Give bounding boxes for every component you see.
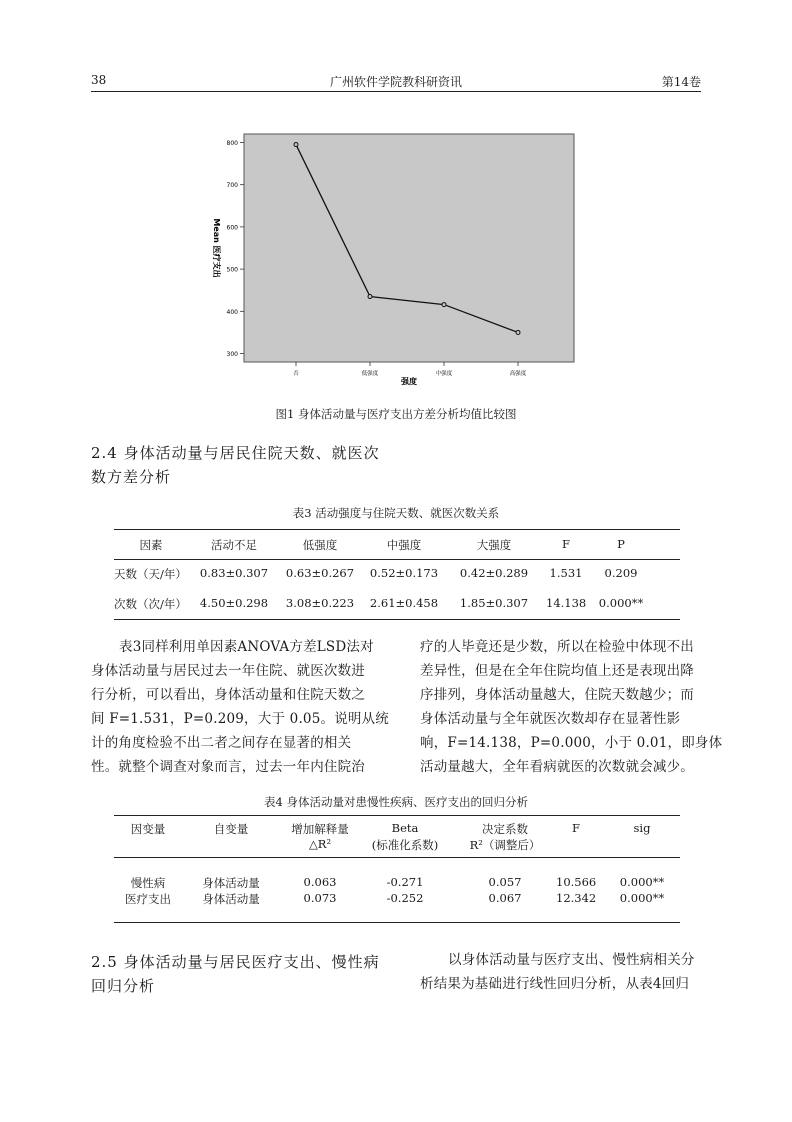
table-4-cell: 医疗支出 bbox=[125, 892, 171, 906]
table-4-cell: 慢性病 bbox=[130, 876, 166, 890]
table-4-cell: 0.073 bbox=[303, 891, 337, 905]
section-2-4-heading bbox=[91, 441, 380, 489]
table-3-cell: 0.83±0.307 bbox=[199, 566, 269, 580]
text-line: 间 F=1.531，P=0.209，大于 0.05。说明从统 bbox=[91, 711, 390, 727]
table-3-header-cell: 中强度 bbox=[386, 538, 422, 552]
y-tick-label: 800 bbox=[226, 139, 238, 147]
table-3-cell: 1.531 bbox=[549, 566, 583, 580]
table-3-header-rule bbox=[114, 559, 680, 560]
table-3-header-cell: P bbox=[617, 537, 625, 551]
section-2-5-heading bbox=[91, 950, 380, 998]
table-4-cell: 12.342 bbox=[556, 891, 597, 905]
table-3-title: 表3 活动强度与住院天数、就医次数关系 bbox=[292, 506, 500, 520]
table-3-cell: 2.61±0.458 bbox=[369, 596, 439, 610]
y-tick-label: 300 bbox=[226, 351, 238, 359]
table-4-cell: 身体活动量 bbox=[202, 892, 260, 906]
text-line: 以身体活动量与医疗支出、慢性病相关分 bbox=[448, 952, 695, 968]
table-4-top-rule bbox=[114, 815, 680, 816]
table-4-header-cell: 增加解释量 bbox=[291, 822, 349, 836]
table-3-cell: 4.50±0.298 bbox=[199, 596, 269, 610]
table-3-cell: 天数（天/年） bbox=[114, 567, 187, 581]
table-3-cell: 0.209 bbox=[604, 566, 638, 580]
table-3-cell: 0.000** bbox=[598, 596, 644, 610]
text-line: 析结果为基础进行线性回归分析，从表4回归 bbox=[420, 976, 690, 992]
section-2-5-line1: 2.5 身体活动量与居民医疗支出、慢性病 bbox=[91, 953, 380, 971]
y-tick-label: 600 bbox=[226, 224, 238, 232]
x-tick-label: 高强度 bbox=[509, 371, 527, 377]
y-axis bbox=[227, 140, 244, 358]
table-4-cell: 0.063 bbox=[303, 875, 337, 889]
y-axis-label: Mean 医疗支出 bbox=[212, 218, 221, 278]
table-3-cell: 3.08±0.223 bbox=[285, 596, 355, 610]
table-4-cell: 0.000** bbox=[619, 875, 665, 889]
paragraph-left bbox=[91, 635, 391, 779]
x-axis bbox=[293, 362, 527, 377]
table-4-cell: 0.057 bbox=[488, 875, 522, 889]
figure-1-chart bbox=[190, 128, 590, 398]
table-4-header-cell: 自变量 bbox=[213, 822, 249, 836]
table-3-header-cell: 大强度 bbox=[476, 538, 512, 552]
text-line: 活动量越大，全年看病就医的次数就会减少。 bbox=[420, 759, 694, 775]
table-4-cell: 身体活动量 bbox=[202, 876, 260, 890]
table-3-header-cell: F bbox=[562, 537, 570, 551]
table-4-cell: 10.566 bbox=[556, 875, 597, 889]
table-4-cell: 0.067 bbox=[488, 891, 522, 905]
table-4-cell: -0.271 bbox=[386, 875, 424, 889]
text-line: 序排列，身体活动量越大，住院天数越少；而 bbox=[420, 687, 694, 703]
text-line: 行分析，可以看出，身体活动量和住院天数之 bbox=[91, 687, 365, 703]
table-4-subheader-cell: △R² bbox=[308, 837, 332, 851]
header-rule bbox=[91, 91, 701, 92]
data-point bbox=[442, 303, 446, 307]
y-tick-label: 400 bbox=[226, 308, 238, 316]
journal-title: 广州软件学院教科研资讯 bbox=[329, 75, 462, 89]
table-4-bottom-rule bbox=[114, 922, 680, 923]
table-4-header-cell: F bbox=[572, 821, 580, 835]
table-3-header-cell: 因素 bbox=[139, 538, 163, 552]
text-line: 身体活动量与全年就医次数却存在显著性影 bbox=[420, 711, 681, 727]
text-line: 表3同样利用单因素ANOVA方差LSD法对 bbox=[119, 639, 374, 655]
y-tick-label: 700 bbox=[226, 182, 238, 190]
table-4-subheader-cell: R²（调整后） bbox=[469, 838, 541, 852]
table-3-cell: 1.85±0.307 bbox=[459, 596, 529, 610]
data-point bbox=[516, 330, 520, 334]
table-3-header-cell: 活动不足 bbox=[211, 538, 257, 552]
text-line: 性。就整个调查对象而言，过去一年内住院治 bbox=[91, 759, 365, 775]
table-3-header-cell: 低强度 bbox=[302, 538, 338, 552]
x-tick-label: 中强度 bbox=[435, 371, 453, 377]
data-point bbox=[294, 143, 298, 147]
table-3-bottom-rule bbox=[114, 619, 680, 620]
x-axis-label: 强度 bbox=[401, 377, 417, 386]
table-4-header-rule bbox=[114, 857, 680, 858]
figure-1-caption: 图1 身体活动量与医疗支出方差分析均值比较图 bbox=[275, 407, 517, 421]
table-4-header-cell: sig bbox=[633, 821, 651, 835]
table-4-subheader-cell: (标准化系数) bbox=[371, 838, 439, 852]
text-line: 响，F=14.138，P=0.000，小于 0.01，即身体 bbox=[420, 735, 723, 751]
paragraph-right bbox=[420, 635, 723, 779]
table-4-cell: -0.252 bbox=[386, 891, 424, 905]
text-line: 身体活动量与居民过去一年住院、就医次数进 bbox=[91, 663, 365, 679]
table-3-cell: 0.52±0.173 bbox=[369, 566, 439, 580]
table-3-cell: 次数（次/年） bbox=[114, 597, 187, 611]
data-point bbox=[368, 295, 372, 299]
x-tick-label: 低强度 bbox=[361, 371, 379, 377]
plot-area bbox=[244, 134, 574, 362]
section-2-4-line2: 数方差分析 bbox=[91, 468, 172, 486]
table-3-cell: 0.63±0.267 bbox=[285, 566, 355, 580]
text-line: 计的角度检验不出二者之间存在显著的相关 bbox=[91, 735, 352, 751]
paragraph-bottom-right bbox=[420, 948, 705, 996]
table-4-header-cell: 因变量 bbox=[130, 822, 166, 836]
table-3-cell: 0.42±0.289 bbox=[459, 566, 529, 580]
section-2-4-line1: 2.4 身体活动量与居民住院天数、就医次 bbox=[91, 444, 380, 462]
table-4-header-cell: Beta bbox=[391, 821, 419, 835]
volume-label: 第14卷 bbox=[661, 75, 701, 89]
table-3-top-rule bbox=[114, 529, 680, 530]
table-3-cell: 14.138 bbox=[546, 596, 587, 610]
table-4-title: 表4 身体活动量对患慢性疾病、医疗支出的回归分析 bbox=[264, 795, 528, 809]
section-2-5-line2: 回归分析 bbox=[91, 977, 156, 995]
text-line: 疗的人毕竟还是少数，所以在检验中体现不出 bbox=[420, 639, 694, 655]
text-line: 差异性，但是在全年住院均值上还是表现出降 bbox=[420, 663, 694, 679]
y-tick-label: 500 bbox=[226, 266, 238, 274]
page-number: 38 bbox=[91, 73, 107, 87]
x-tick-label: 否 bbox=[293, 371, 299, 377]
table-4-cell: 0.000** bbox=[619, 891, 665, 905]
table-4-header-cell: 决定系数 bbox=[482, 822, 528, 836]
